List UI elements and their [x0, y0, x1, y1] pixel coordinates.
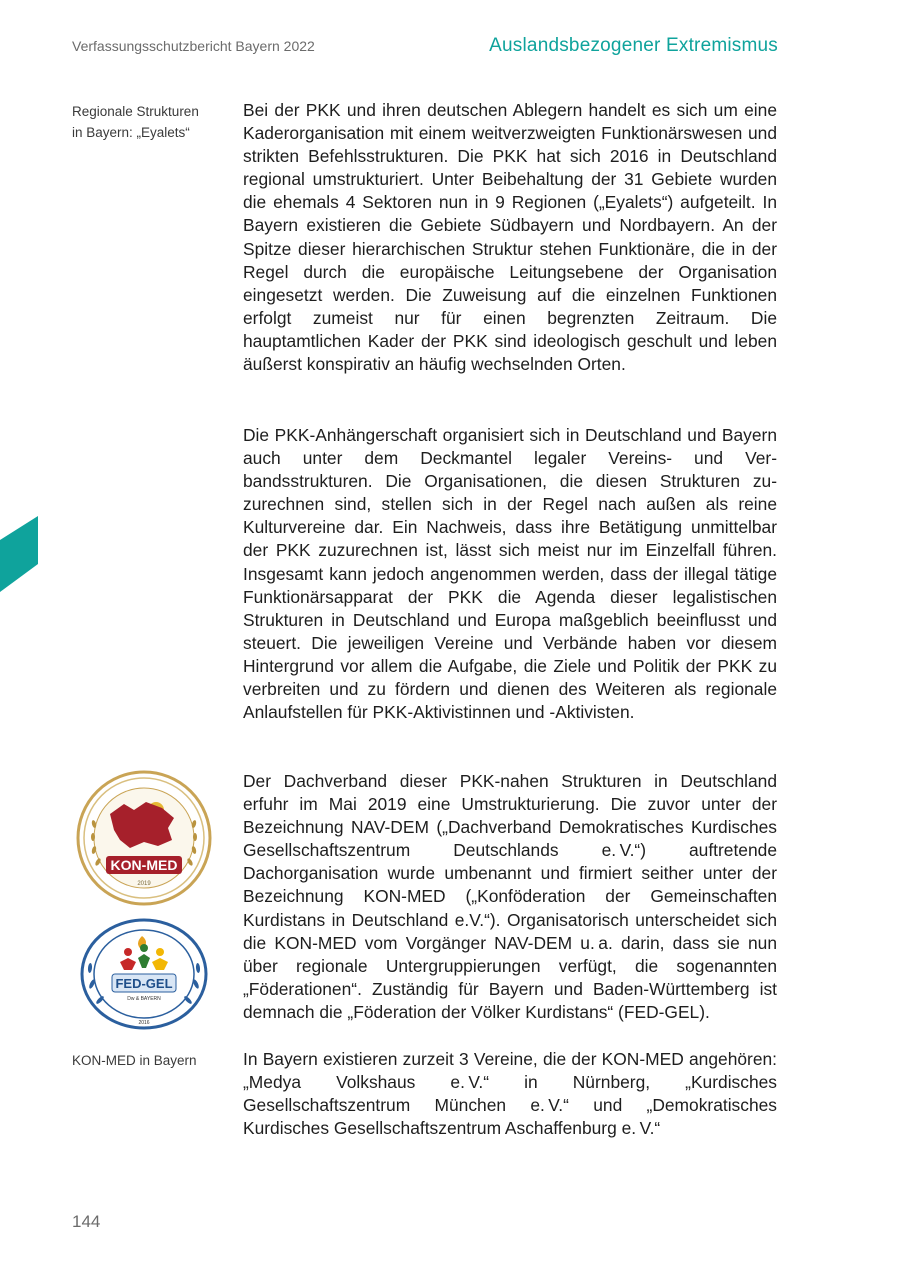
margin-note-konmed-bayern: KON-MED in Bayern — [72, 1053, 197, 1068]
section-title: Auslandsbezogener Extremismus — [489, 35, 778, 56]
paragraph-kader: Bei der PKK und ihren deutschen Ablegern handelt es sich um eine Kaderorganisation mit einem weitverzweigten Funktionärswesen und strikten Befehlsstrukturen. Die PKK hat sich 2016 in Deutschland regional umstrukturiert. Unter Beibehaltung der 31 Gebiete wurden die ehemals 4 Sektoren nun in 9 Regionen („Eyalets“) aufgeteilt. In Bayern existieren die Gebiete Südbayern und Nordbayern. An der Spitze dieser hierarchischen Struktur stehen Funktionäre, die in der Regel durch die europäische Leitungsebene der Organisation eingesetzt werden. Die Zuweisung auf die einzelnen Funktionen erfolgt zumeist nur für einen begrenzten Zeitraum. Die hauptamtlichen Kader der PKK sind ideologisch geschult und leben äußerst konspirativ an häufig wechselnden Orten. — [243, 100, 777, 375]
konmed-logo-text: KON-MED — [110, 857, 178, 873]
konmed-logo-year: 2019 — [137, 881, 151, 887]
paragraph-anhaengerschaft: Die PKK-Anhängerschaft organisiert sich in Deutschland und Bayern auch unter dem Deckmantel legaler Vereins- und Verbandsstrukturen. Die Organisationen, die diesen Strukturen zuzurechnen sind, stellen sich in der Regel nach außen als reine Kulturvereine dar. Ein Nachweis, dass ihre Betätigung unmittelbar der PKK zuzurechnen ist, lässt sich meist nur im Einzelfall führen. Insgesamt kann jedoch angenommen werden, dass der illegal tätige Funktionärsapparat der PKK die Agenda dieser legalistischen Strukturen in Deutschland und Europa maßgeblich beeinflusst und steuert. Die jeweiligen Vereine und Verbände haben vor diesem Hintergrund vor allem die Aufgabe, die Ziele und Politik der PKK zu verbreiten und zu fördern und dienen des Weiteren als regionale Anlaufstellen für PKK-Aktivistinnen und -Aktivisten. — [243, 425, 777, 723]
page-number: 144 — [72, 1212, 101, 1231]
chapter-marker-tab — [0, 516, 38, 592]
konmed-logo — [76, 770, 212, 906]
margin-note-line: Regionale Strukturen — [72, 104, 199, 119]
fedgel-logo-subtitle: Dw & BAYERN — [127, 996, 161, 1002]
fedgel-logo-text: FED-GEL — [115, 976, 173, 991]
paragraph-vereine: In Bayern existieren zurzeit 3 Vereine, die der KON-MED angehören: „Medya Volkshaus e. V.“ in Nürnberg, „Kurdisches Gesellschaftszentrum München e. V.“ und „Demokratisches Kurdisches Gesellschaftszentrum Aschaffenburg e. V.“ — [243, 1049, 777, 1139]
margin-note-line: in Bayern: „Eyalets“ — [72, 125, 190, 140]
running-header-title: Verfassungsschutzbericht Bayern 2022 — [72, 38, 315, 54]
margin-note-regional-structures — [72, 101, 199, 143]
fedgel-logo-year: 2016 — [138, 1020, 150, 1026]
fedgel-logo — [76, 918, 212, 1034]
paragraph-dachverband: Der Dachverband dieser PKK-nahen Strukturen in Deutschland erfuhr im Mai 2019 eine Umstrukturierung. Die zuvor unter der Bezeichnung NAV-DEM („Dachverband Demokratisches Kurdisches Gesellschaftszentrum Deutschlands e. V.“) auftretende Dachorganisation wurde umbenannt und firmiert seither unter der Bezeichnung KON-MED („Konföderation der Gemeinschaften Kurdistans in Deutschland e.V.“). Organisatorisch unterscheidet sich die KON-MED vom Vorgänger NAV-DEM u. a. darin, dass sie nun über regionale Untergruppierungen verfügt, die sogenannten „Föderationen“. Zuständig für Bayern und Baden-Württemberg ist demnach die „Föderation der Völker Kurdistans“ (FED-GEL). — [243, 771, 777, 1022]
